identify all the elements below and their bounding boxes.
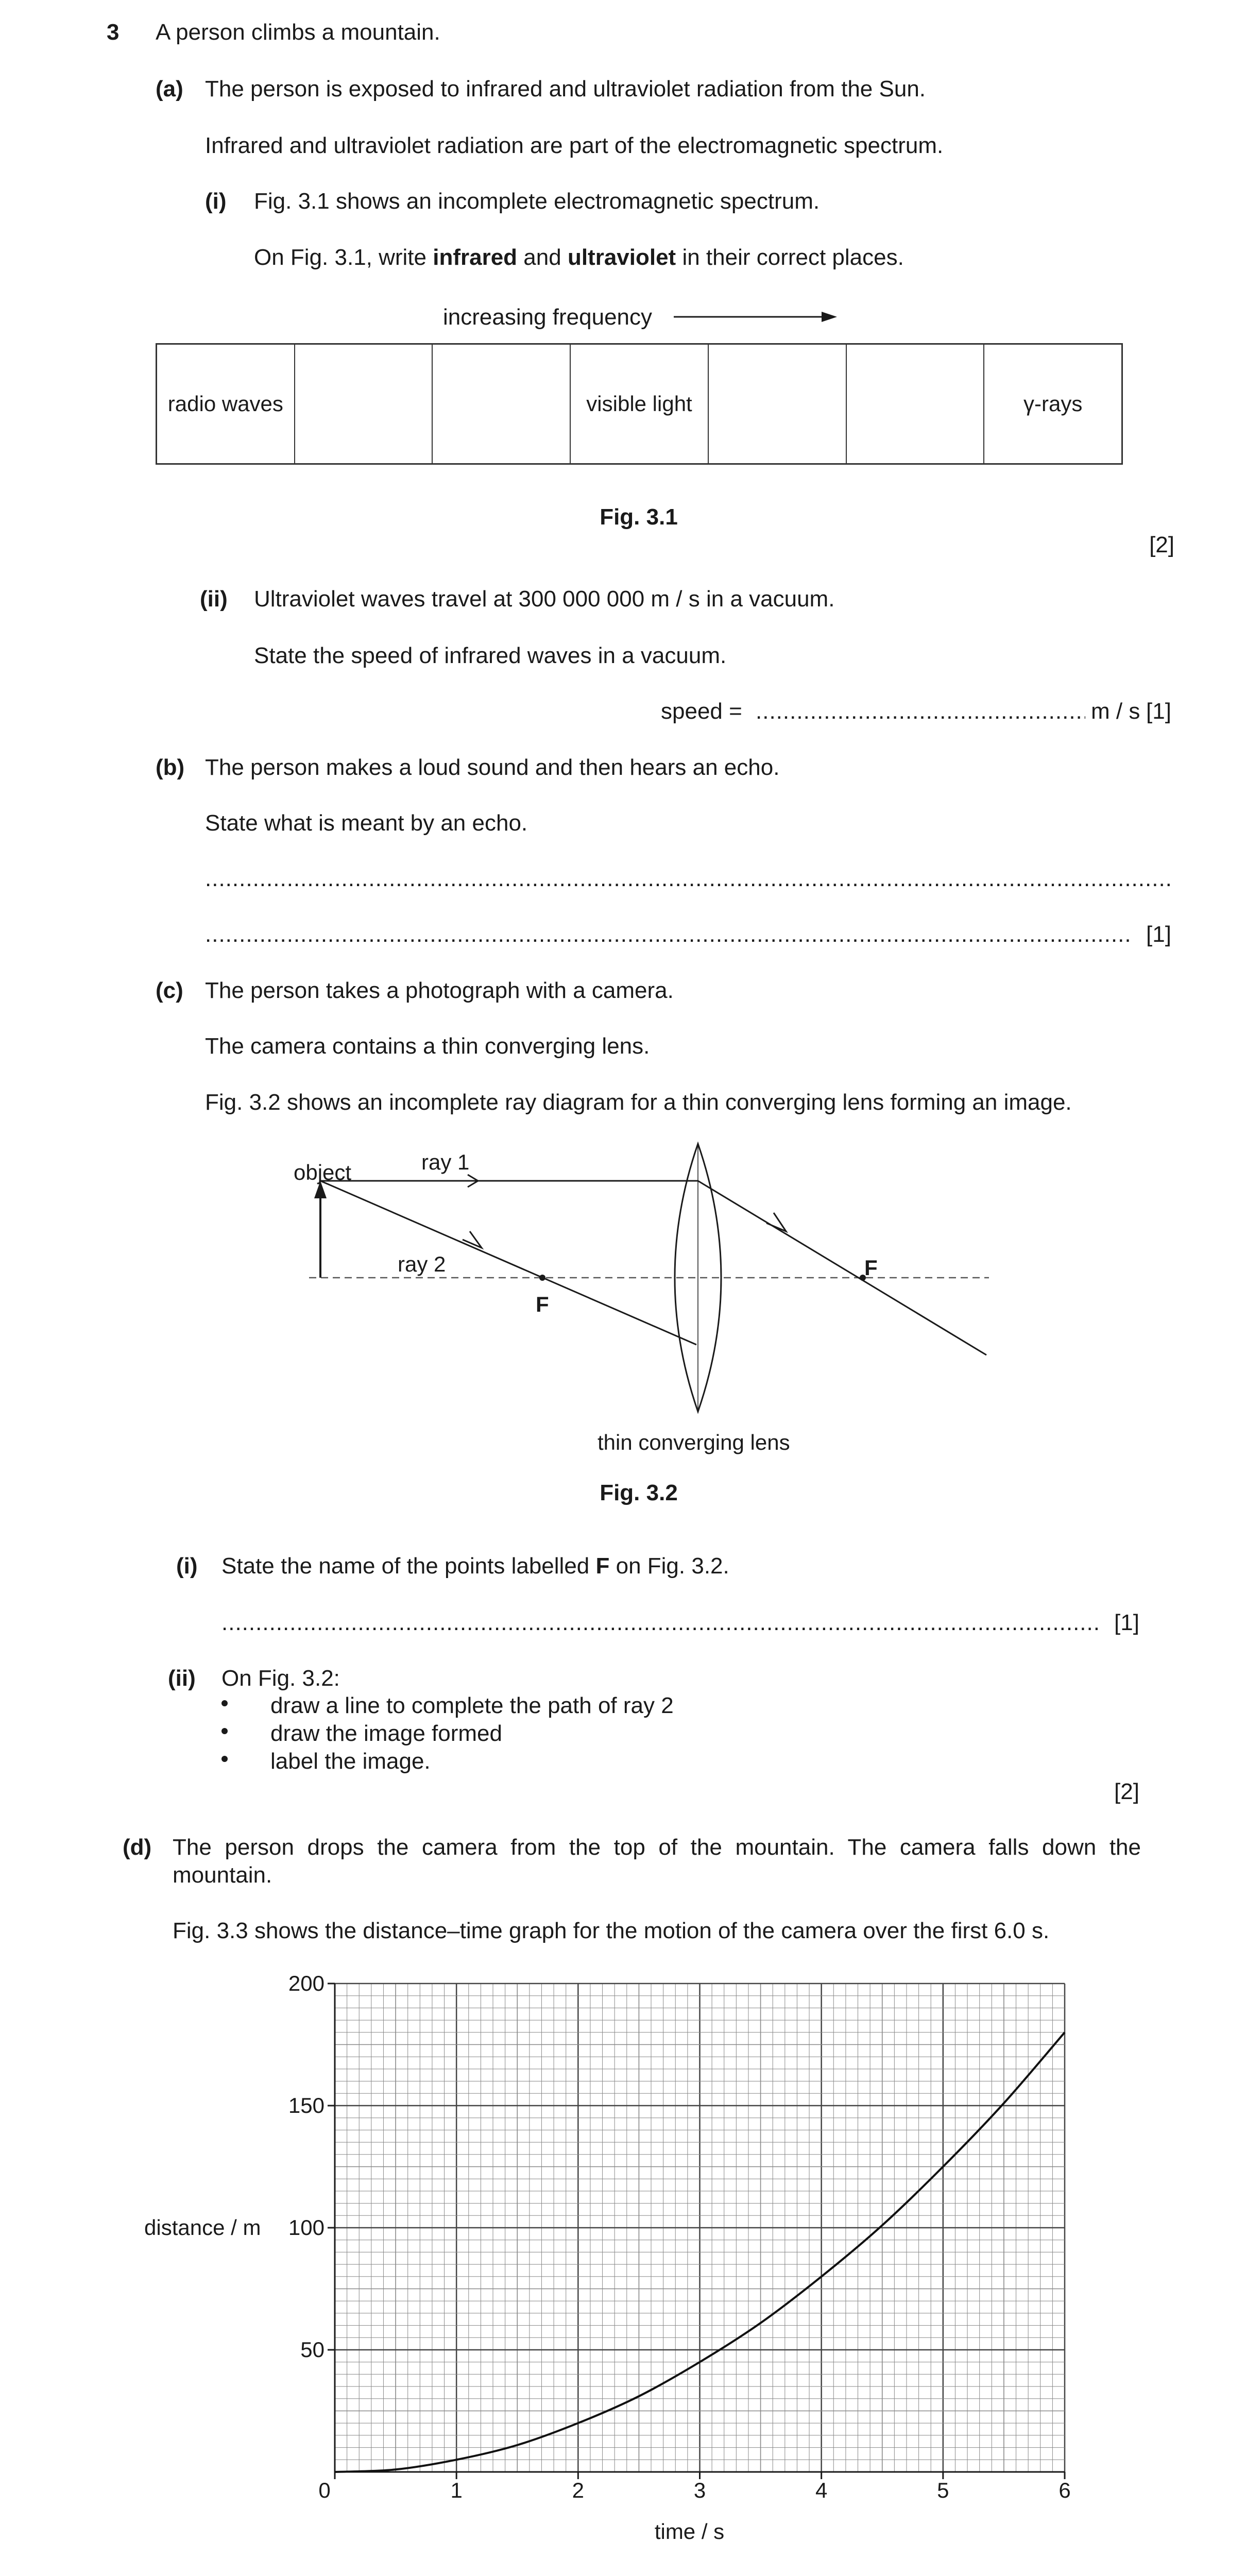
part-c-text3: Fig. 3.2 shows an incomplete ray diagram for a thin converging lens forming an image. (205, 1090, 1072, 1115)
ray-2-label: ray 2 (398, 1252, 446, 1276)
part-c-label: (c) (156, 978, 183, 1003)
part-d-text1: The person drops the camera from the top of the mountain. The camera falls down the (173, 1835, 1141, 1860)
frequency-arrow (670, 309, 845, 325)
part-b-text1: The person makes a loud sound and then hears an echo. (205, 755, 780, 780)
part-a-i-marks: [2] (1149, 532, 1174, 557)
x-tick-label: 5 (937, 2478, 949, 2502)
part-d-label: (d) (123, 1835, 152, 1860)
ray-2 (320, 1181, 696, 1345)
spectrum-cell-blank-4[interactable] (846, 345, 984, 463)
spectrum-table (156, 343, 1123, 465)
part-c-ii-text: On Fig. 3.2: (221, 1666, 340, 1691)
y-tick-label: 50 (300, 2337, 325, 2362)
part-a-ii-marks: [1] (1146, 699, 1171, 724)
part-a-text2: Infrared and ultraviolet radiation are part of the electromagnetic spectrum. (205, 133, 944, 158)
y-axis-label: distance / m (144, 2215, 261, 2240)
x-tick-label: 1 (450, 2478, 463, 2502)
fig-3-1-caption: Fig. 3.1 (600, 504, 678, 530)
spectrum-cell-gamma: γ-rays (983, 345, 1121, 463)
spectrum-cell-blank-1[interactable] (294, 345, 432, 463)
x-tick-label: 3 (693, 2478, 706, 2502)
part-b-answer-line-1[interactable] (205, 865, 1173, 893)
spectrum-cell-radio: radio waves (167, 391, 283, 416)
part-c-ii-bullet-3: label the image. (270, 1749, 431, 1774)
part-a-i-instruction: On Fig. 3.1, write infrared and ultraviolet in their correct places. (254, 245, 904, 270)
y-tick-label: 100 (288, 2215, 325, 2240)
part-a-ii-text1: Ultraviolet waves travel at 300 000 000 m / s in a vacuum. (254, 586, 835, 612)
part-a-ii-answer-label: speed = (661, 699, 742, 724)
object-label: object (294, 1160, 352, 1184)
graph-grid (335, 1984, 1065, 2472)
x-axis-label: time / s (654, 2519, 725, 2544)
ray-diagram (278, 1133, 1051, 1463)
spectrum-cell-visible: visible light (570, 345, 708, 463)
focal-point-left (539, 1275, 545, 1281)
part-a-ii-unit: m / s (1091, 699, 1140, 724)
ray-2-arrow (463, 1231, 482, 1248)
question-number: 3 (107, 20, 120, 45)
part-c-i-marks: [1] (1114, 1610, 1139, 1635)
ray-1-label: ray 1 (421, 1150, 470, 1174)
x-tick-label: 6 (1059, 2478, 1071, 2502)
y-tick-label: 150 (288, 2093, 325, 2117)
part-a-label: (a) (156, 76, 183, 101)
part-c-text1: The person takes a photograph with a camera. (205, 978, 674, 1003)
frequency-label: increasing frequency (443, 304, 653, 330)
bullet-3 (221, 1756, 228, 1762)
part-c-text2: The camera contains a thin converging lens. (205, 1033, 650, 1059)
part-c-ii-bullet-2: draw the image formed (270, 1721, 502, 1746)
part-a-ii-answer-line[interactable] (756, 697, 1085, 725)
part-c-i-text: State the name of the points labelled F on Fig. 3.2. (221, 1553, 729, 1579)
spectrum-cell-blank-2[interactable] (432, 345, 570, 463)
part-c-ii-marks: [2] (1114, 1779, 1139, 1804)
part-a-i-text: Fig. 3.1 shows an incomplete electromagnetic spectrum. (254, 189, 820, 214)
bullet-2 (221, 1728, 228, 1734)
part-b-text2: State what is meant by an echo. (205, 810, 528, 836)
y-tick-label: 200 (288, 1971, 325, 1995)
part-b-label: (b) (156, 755, 185, 780)
part-c-i-label: (i) (176, 1553, 198, 1579)
part-c-i-answer-line[interactable] (221, 1608, 1101, 1637)
distance-time-graph (129, 1968, 1107, 2561)
part-c-ii-bullet-1: draw a line to complete the path of ray 2 (270, 1693, 674, 1718)
question-intro: A person climbs a mountain. (156, 20, 440, 45)
x-tick-label: 4 (815, 2478, 828, 2502)
spectrum-cell-blank-3[interactable] (708, 345, 846, 463)
part-a-ii-text2: State the speed of infrared waves in a vacuum. (254, 643, 727, 668)
lens-label: thin converging lens (598, 1430, 790, 1454)
part-a-text1: The person is exposed to infrared and ultraviolet radiation from the Sun. (205, 76, 926, 101)
graph-axes (328, 1984, 1065, 2479)
x-tick-label: 2 (572, 2478, 585, 2502)
part-b-marks: [1] (1146, 922, 1171, 947)
focal-label-left: F (536, 1292, 549, 1316)
ray-1-refracted (698, 1181, 986, 1355)
focal-label-right: F (864, 1256, 878, 1280)
part-d-text2: Fig. 3.3 shows the distance–time graph for the motion of the camera over the first 6.0 s. (173, 1918, 1050, 1943)
part-a-i-label: (i) (205, 189, 227, 214)
part-a-ii-label: (ii) (200, 586, 228, 612)
bullet-1 (221, 1700, 228, 1706)
fig-3-2-caption: Fig. 3.2 (600, 1480, 678, 1505)
x-tick-label: 0 (318, 2478, 331, 2502)
part-c-ii-label: (ii) (168, 1666, 196, 1691)
part-d-text1b: mountain. (173, 1862, 272, 1888)
part-b-answer-line-2[interactable] (205, 920, 1130, 948)
